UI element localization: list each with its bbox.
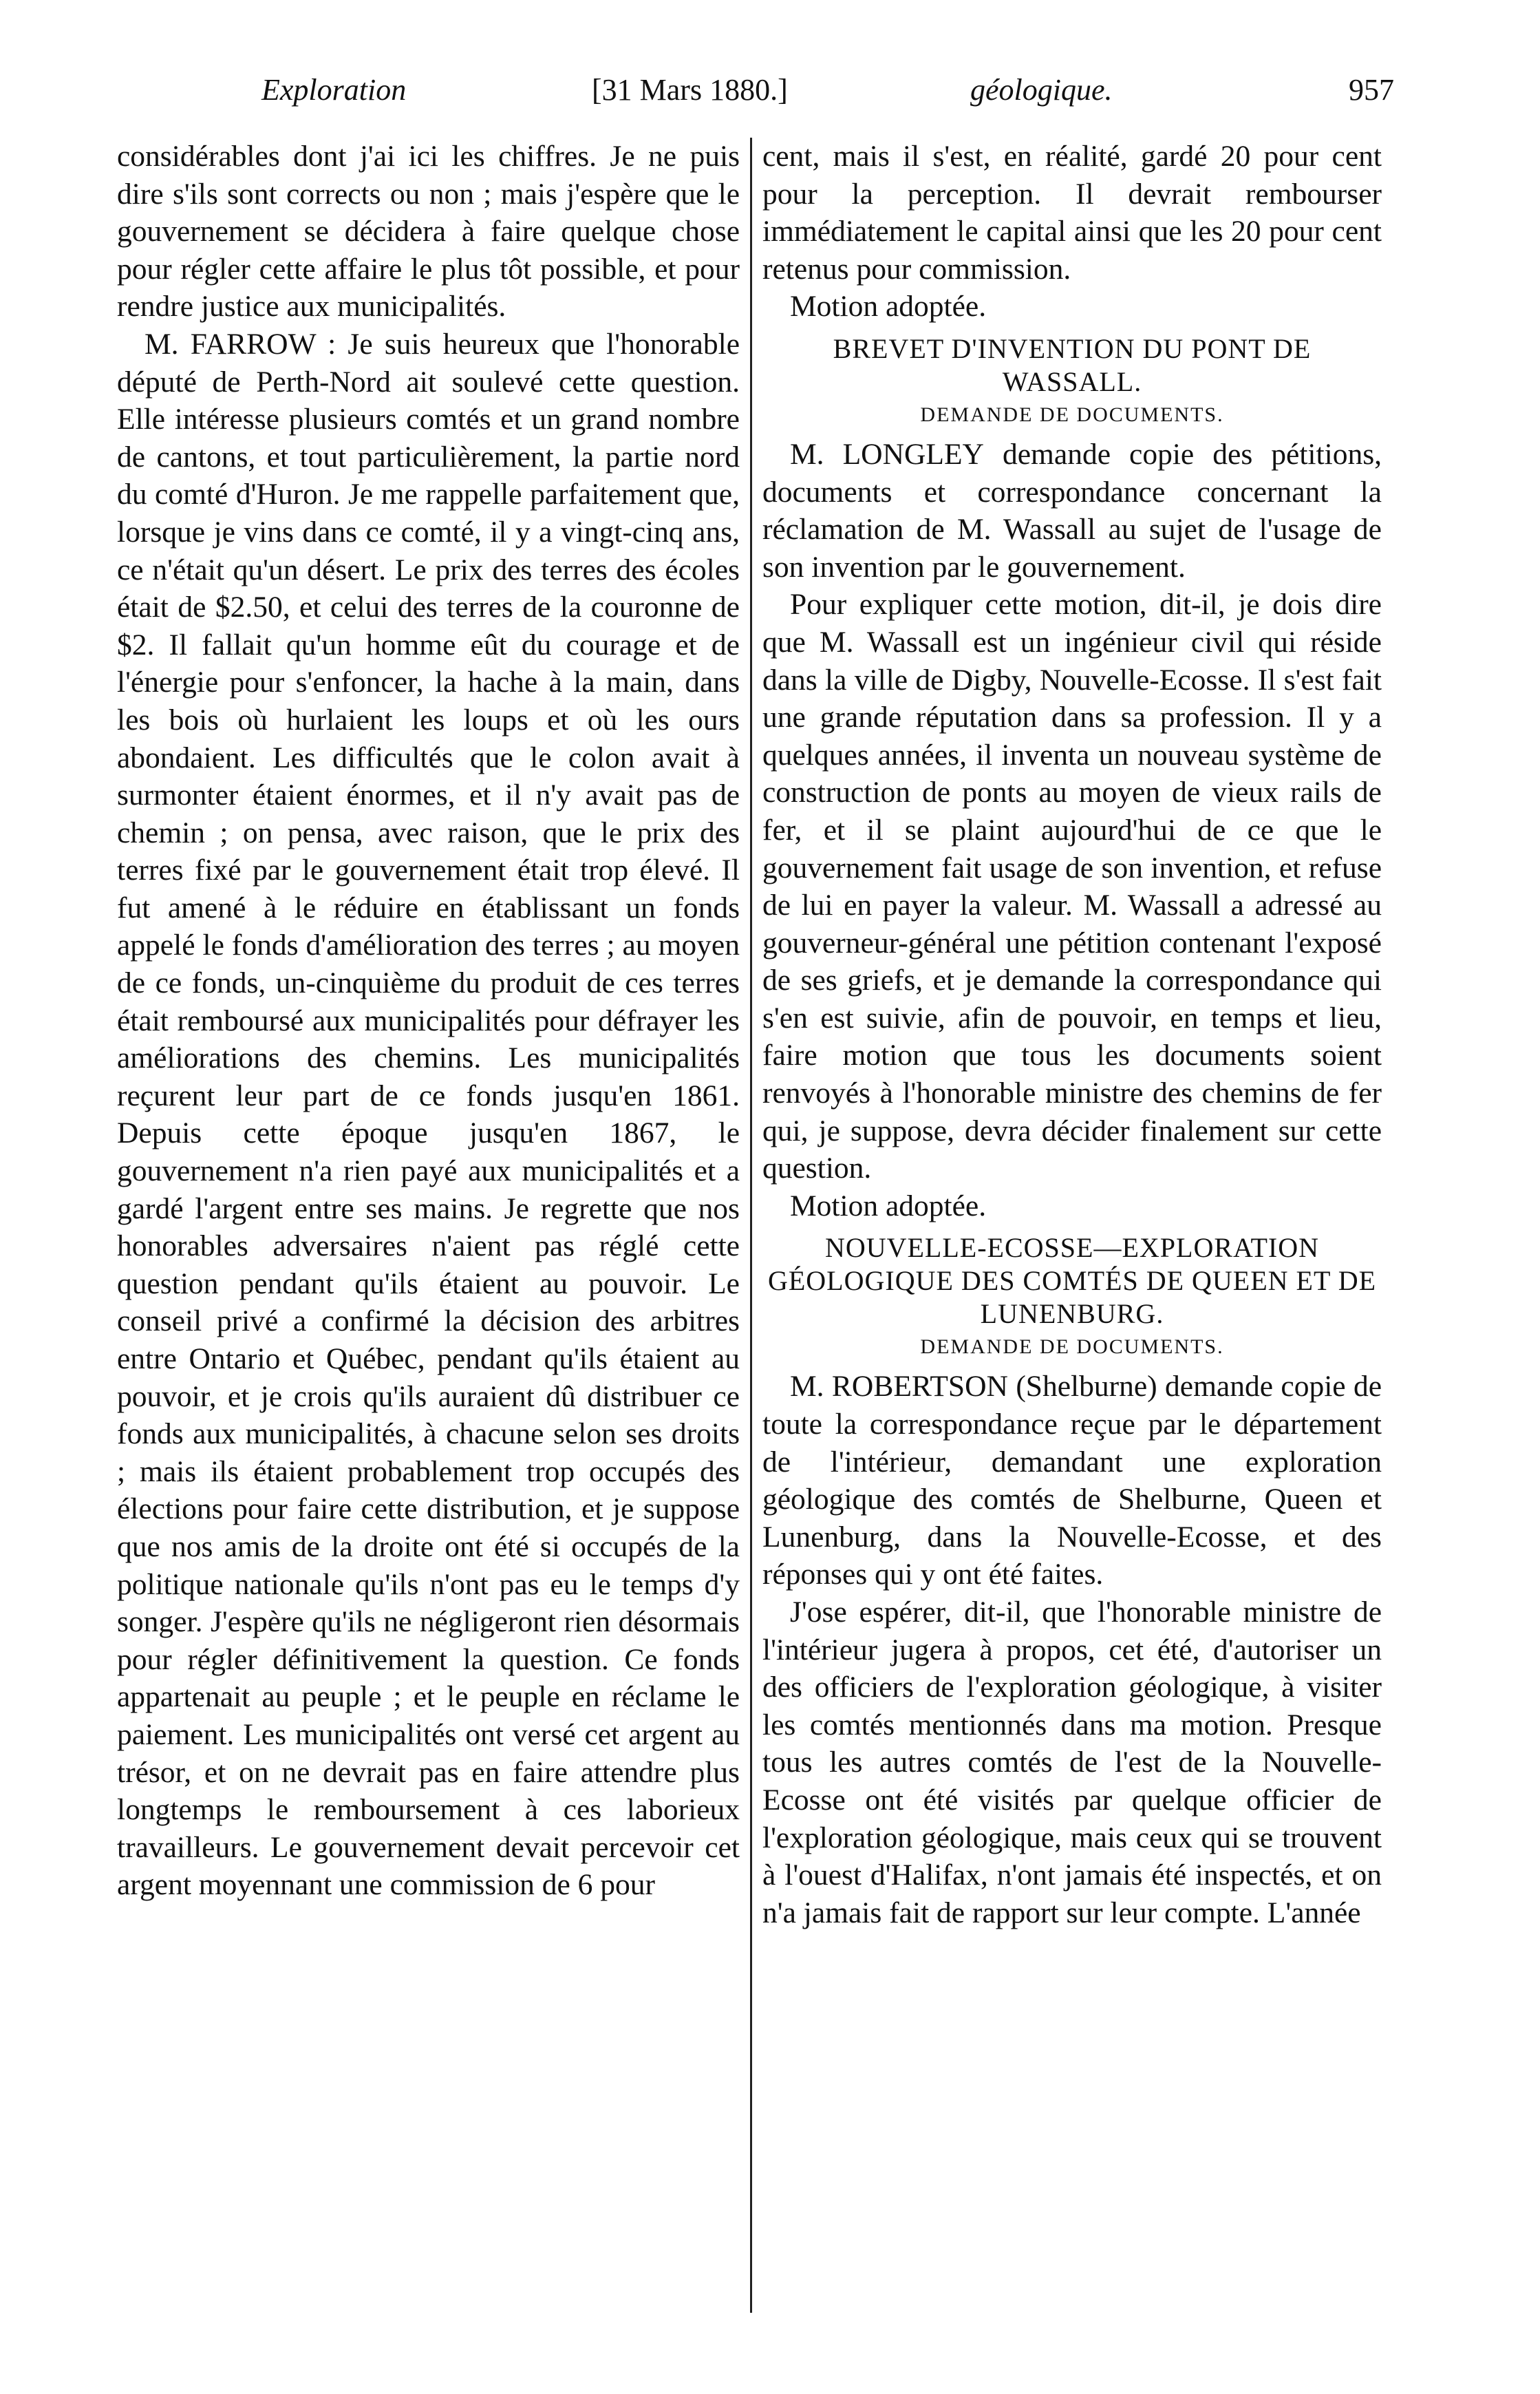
robertson-motion: (Shelburne) demande copie de toute la correspondance reçue par le département de l'intérieur, demandant une exploration géologique des comtés de Shelburne, Queen et Lunenburg, dans la Nouvelle-Ecosse, et des réponses qui y ont été faites. [762,1370,1382,1591]
speaker-robertson: M. ROBERTSON [790,1370,1008,1403]
right-paragraph-robertson [762,1368,1382,1593]
motion-adopted-2: Motion adoptée. [790,1189,987,1222]
right-column [762,138,1382,1931]
right-paragraph-3: Pour expliquer cette motion, dit-il, je dois dire que M. Wassall est un ingénieur civil qui réside dans la ville de Digby, Nouvelle-Ecosse. Il s'est fait une grande réputation dans sa profession. Il y a quelques années, il inventa un nouveau système de construction de ponts au moyen de vieux rails de fer, et il se plaint aujourd'hui de ce que le gouvernement fait usage de son invention, et refuse de lui en payer la valeur. M. Wassall a adressé au gouverneur-général une pétition contenant l'exposé de ses griefs, et je demande la correspondance qui s'en est suivie, afin de pouvoir, en temps et lieu, faire motion que tous les documents soient renvoyés à l'honorable ministre des chemins de fer qui, je suppose, devra décider finalement sur cette question. [762,588,1382,1185]
header-right-title: géologique. [970,73,1113,107]
header-left-title: Exploration [261,73,407,107]
running-header [110,72,1418,120]
section-subheading-1: DEMANDE DE DOCUMENTS. [920,403,1224,426]
column-divider [750,138,752,2313]
right-paragraph-longley [762,436,1382,586]
speaker-longley: M. LONGLEY [790,437,984,471]
right-paragraph-1: cent, mais il s'est, en réalité, gardé 20 pour cent pour la perception. Il devrait rembourser immédiatement le capital ainsi que les 20 pour cent retenus pour commission. [762,140,1382,286]
section-heading-wassall: BREVET D'INVENTION DU PONT DE WASSALL. [833,332,1312,397]
section-subheading-2: DEMANDE DE DOCUMENTS. [920,1335,1224,1359]
page-number: 957 [1349,73,1394,107]
header-date: [31 Mars 1880.] [592,73,788,107]
right-paragraph-5: J'ose espérer, dit-il, que l'honorable ministre de l'intérieur jugera à propos, cet été, d'autoriser un des officiers de l'exploration géologique, à visiter les comtés mentionnés dans ma motion. Presque tous les autres comtés de l'est de la Nouvelle-Ecosse ont été visités par quelque officier de l'exploration géologique, mais ceux qui se trouvent à l'ouest d'Halifax, n'ont jamais été inspectés, et on n'a jamais fait de rapport sur leur compte. L'année [762,1596,1382,1929]
left-paragraph-2 [117,326,740,1904]
left-paragraph-1: considérables dont j'ai ici les chiffres. Je ne puis dire s'ils sont corrects ou non ; mais j'espère que le gouvernement se décidera à faire quelque chose pour régler cette affaire le plus tôt possible, et pour rendre justice aux municipalités. [117,140,740,324]
motion-adopted-1: Motion adoptée. [790,290,987,324]
speaker-farrow: M. FARROW : [145,327,336,361]
section-heading-exploration: NOUVELLE-ECOSSE—EXPLORATION GÉOLOGIQUE DES COMTÉS DE QUEEN ET DE LUNENBURG. [767,1232,1377,1330]
farrow-speech: Je suis heureux que l'honorable député de Perth-Nord ait soulevé cette question. Elle intéresse plusieurs comtés et un grand nombre de cantons, et tout particulièrement, la partie nord du comté d'Huron. Je me rappelle parfaitement que, lorsque je vins dans ce comté, il y a vingt-cinq ans, ce n'était qu'un désert. Le prix des terres des écoles était de $2.50, et celui des terres de la couronne de $2. Il fallait qu'un homme eût du courage et de l'énergie pour s'enfoncer, la hache à la main, dans les bois où hurlaient les loups et où les ours abondaient. Les difficultés que le colon avait à surmonter étaient énormes, et il n'y avait pas de chemin ; on pensa, avec raison, que le prix des terres fixé par le gouvernement était trop élevé. Il fut amené à le réduire en établissant un fonds appelé le fonds d'amélioration des terres ; au moyen de ce fonds, un-cinquième du produit de ces terres était remboursé aux municipalités pour défrayer les améliorations des chemins. Les municipalités reçurent leur part de ce fonds jusqu'en 1861. Depuis cette époque jusqu'en 1867, le gouvernement n'a rien payé aux municipalités et a gardé l'argent entre ses mains. Je regrette que nos honorables adversaires n'aient pas réglé cette question pendant qu'ils étaient au pouvoir. Le conseil privé a confirmé la décision des arbitres entre Ontario et Québec, pendant qu'ils étaient au pouvoir, et je crois qu'ils auraient dû distribuer ce fonds aux municipalités, à chacune selon ses droits ; mais ils étaient probablement trop occupés des élections pour faire cette distribution, et je suppose que nos amis de la droite ont été si occupés de la politique nationale qu'ils n'ont pas eu le temps d'y songer. J'espère qu'ils ne négligeront rien désormais pour régler définitivement la question. Ce fonds appartenait au peuple ; et le peuple en réclame le paiement. Les municipalités ont versé cet argent au trésor, et on ne devrait pas en faire attendre plus longtemps le remboursement à ces laborieux travailleurs. Le gouvernement devait percevoir cet argent moyennant une commission de 6 pour [117,327,740,1902]
longley-motion: demande copie des pétitions, documents et correspondance concernant la réclamation de M. Wassall au sujet de l'usage de son invention par le gouvernement. [762,437,1382,584]
left-column [117,138,740,1904]
